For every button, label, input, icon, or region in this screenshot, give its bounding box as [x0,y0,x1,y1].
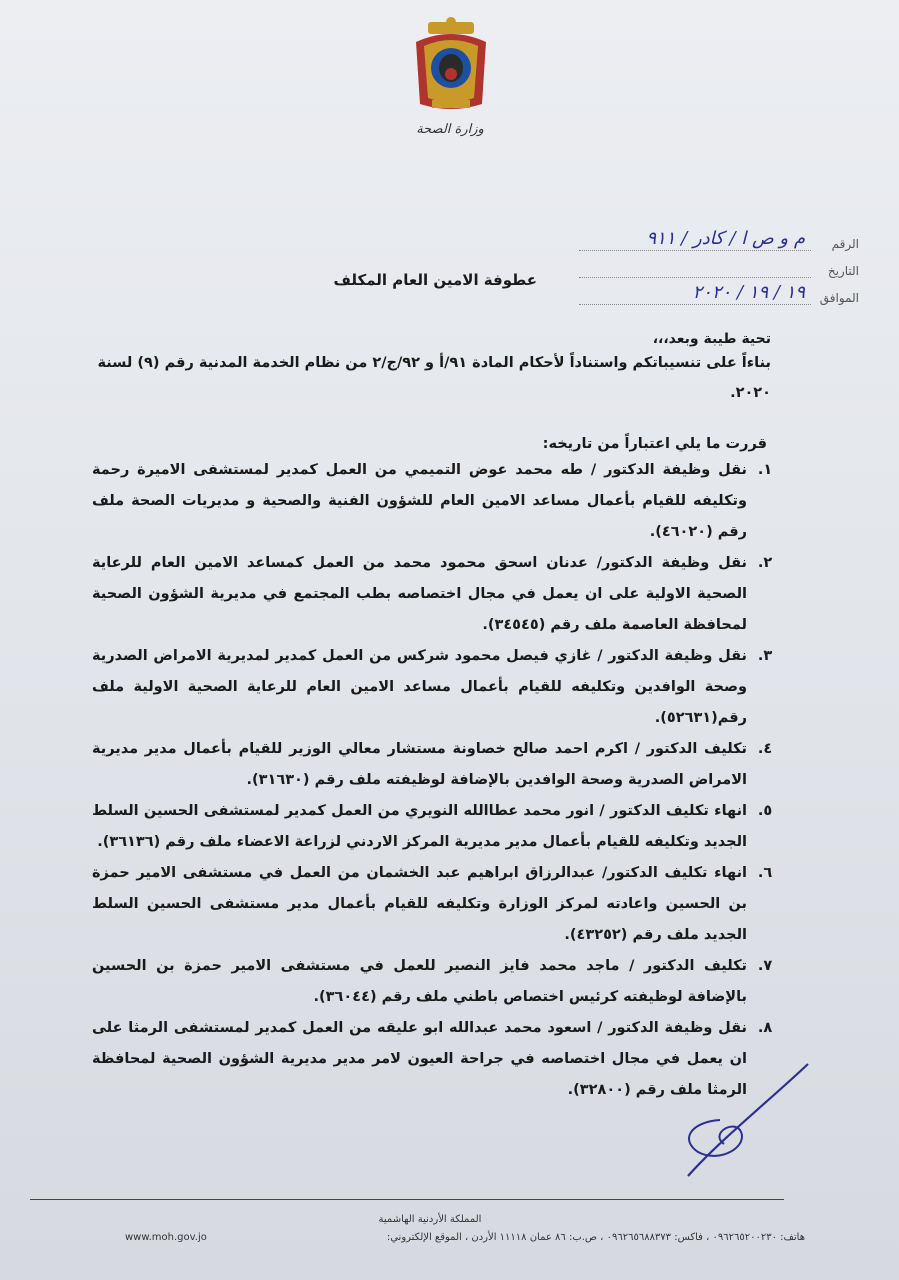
list-item [92,734,773,796]
item-number: ٤. [757,741,773,757]
contact-details: هاتف: ٠٩٦٢٦٥٢٠٠٢٣٠ ، فاكس: ٠٩٦٢٦٥٦٨٨٣٧٣ ، ص.ب: ٨٦ عمان ١١١١٨ الأردن ، الموقع الإلكتروني: [386,1232,805,1243]
date-row [579,251,859,278]
footer-kingdom: المملكة الأردنية الهاشمية [378,1214,482,1225]
addressee: عطوفة الامين العام المكلف [333,271,537,289]
website-link[interactable]: www.moh.gov.jo [125,1232,207,1243]
item-text: انهاء تكليف الدكتور / انور محمد عطاالله النويري من العمل كمدير لمستشفى الحسين السلط الجديد وتكليفه للقيام بأعمال مدير مديرية المركز الاردني لزراعة الاعضاء ملف رقم (٣٦١٣٦). [92,803,747,850]
item-text: تكليف الدكتور / اكرم احمد صالح خصاونة مستشار معالي الوزير للقيام بأعمال مدير مديرية الامراض الصدرية وصحة الوافدين بالإضافة لوظيفته ملف رقم (٣١٦٣٠). [92,741,747,788]
number-value: م و ص ا / كادر / ٩١١ [579,230,811,251]
list-item [92,641,773,734]
corresponding-label: الموافق [819,291,859,305]
list-item [92,796,773,858]
item-number: ٧. [757,958,773,974]
item-number: ٨. [757,1020,773,1036]
item-text: نقل وظيفة الدكتور / غازي فيصل محمود شركس من العمل كمدير لمديرية الامراض الصدرية وصحة الوافدين وتكليفه للقيام بأعمال مساعد الامين العام للرعاية الصحية الاولية ملف رقم(٥٢٦٣١). [92,648,747,726]
number-row [579,224,859,251]
item-text: تكليف الدكتور / ماجد محمد فايز النصير للعمل في مستشفى الامير حمزة بن الحسين بالإضافة لوظيفته كرئيس اختصاص باطني ملف رقم (٣٦٠٤٤). [92,958,747,1005]
list-item [92,548,773,641]
intro-paragraph: بناءاً على تنسيباتكم واستناداً لأحكام المادة ٩١/أ و ٩٢/ج/٢ من نظام الخدمة المدنية رقم (٩) لسنة ٢٠٢٠. [97,355,771,401]
item-text: نقل وظيفة الدكتور / اسعود محمد عبدالله ابو عليقه من العمل كمدير لمستشفى الرمثا على ان يعمل في مجال اختصاصه في جراحة العيون لامر مدير مديرية الشؤون الصحية لمحافظة الرمثا ملف رقم (٣٢٨٠٠). [92,1020,747,1098]
ministry-name: وزارة الصحة [416,122,484,137]
decision-list [92,455,773,1106]
item-number: ٣. [757,648,773,664]
footer-contact [125,1232,805,1243]
item-number: ٥. [757,803,773,819]
date-value [579,257,811,278]
item-number: ٦. [757,865,773,881]
greeting: تحية طيبة وبعد،،، [652,331,771,347]
decision-heading: قررت ما يلي اعتباراً من تاريخه: [542,436,767,452]
item-text: نقل وظيفة الدكتور/ عدنان اسحق محمود محمد من العمل كمساعد الامين العام للرعاية الصحية الاولية على ان يعمل في مجال اختصاصه بطب المجتمع في مديرية الشؤون الصحية لمحافظة العاصمة ملف رقم (٣٤٥٤٥). [92,555,747,633]
item-number: ٢. [757,555,773,571]
number-label: الرقم [831,237,859,251]
jordan-coat-of-arms-icon [410,16,492,116]
list-item [92,858,773,951]
letter-meta [579,224,859,305]
item-text: انهاء تكليف الدكتور/ عبدالرزاق ابراهيم عبد الخشمان من العمل في مستشفى الامير حمزة بن الحسين واعادته لمركز الوزارة وتكليفه للقيام بأعمال مدير مستشفى الحسين السلط الجديد ملف رقم (٤٣٢٥٢). [92,865,747,943]
item-text: نقل وظيفة الدكتور / طه محمد عوض التميمي من العمل كمدير لمستشفى الاميرة رحمة وتكليفه للقيام بأعمال مساعد الامين العام للشؤون الفنية والصحية و مديريات الصحة ملف رقم (٤٦٠٢٠). [92,462,747,540]
list-item [92,1013,773,1106]
corresponding-row [579,278,859,305]
corresponding-value: ١٩ / ١٩ / ٢٠٢٠ [579,284,811,305]
signature-icon [680,1060,815,1180]
footer-divider [30,1199,784,1200]
date-label: التاريخ [827,264,859,278]
list-item [92,951,773,1013]
item-number: ١. [757,462,773,478]
list-item [92,455,773,548]
